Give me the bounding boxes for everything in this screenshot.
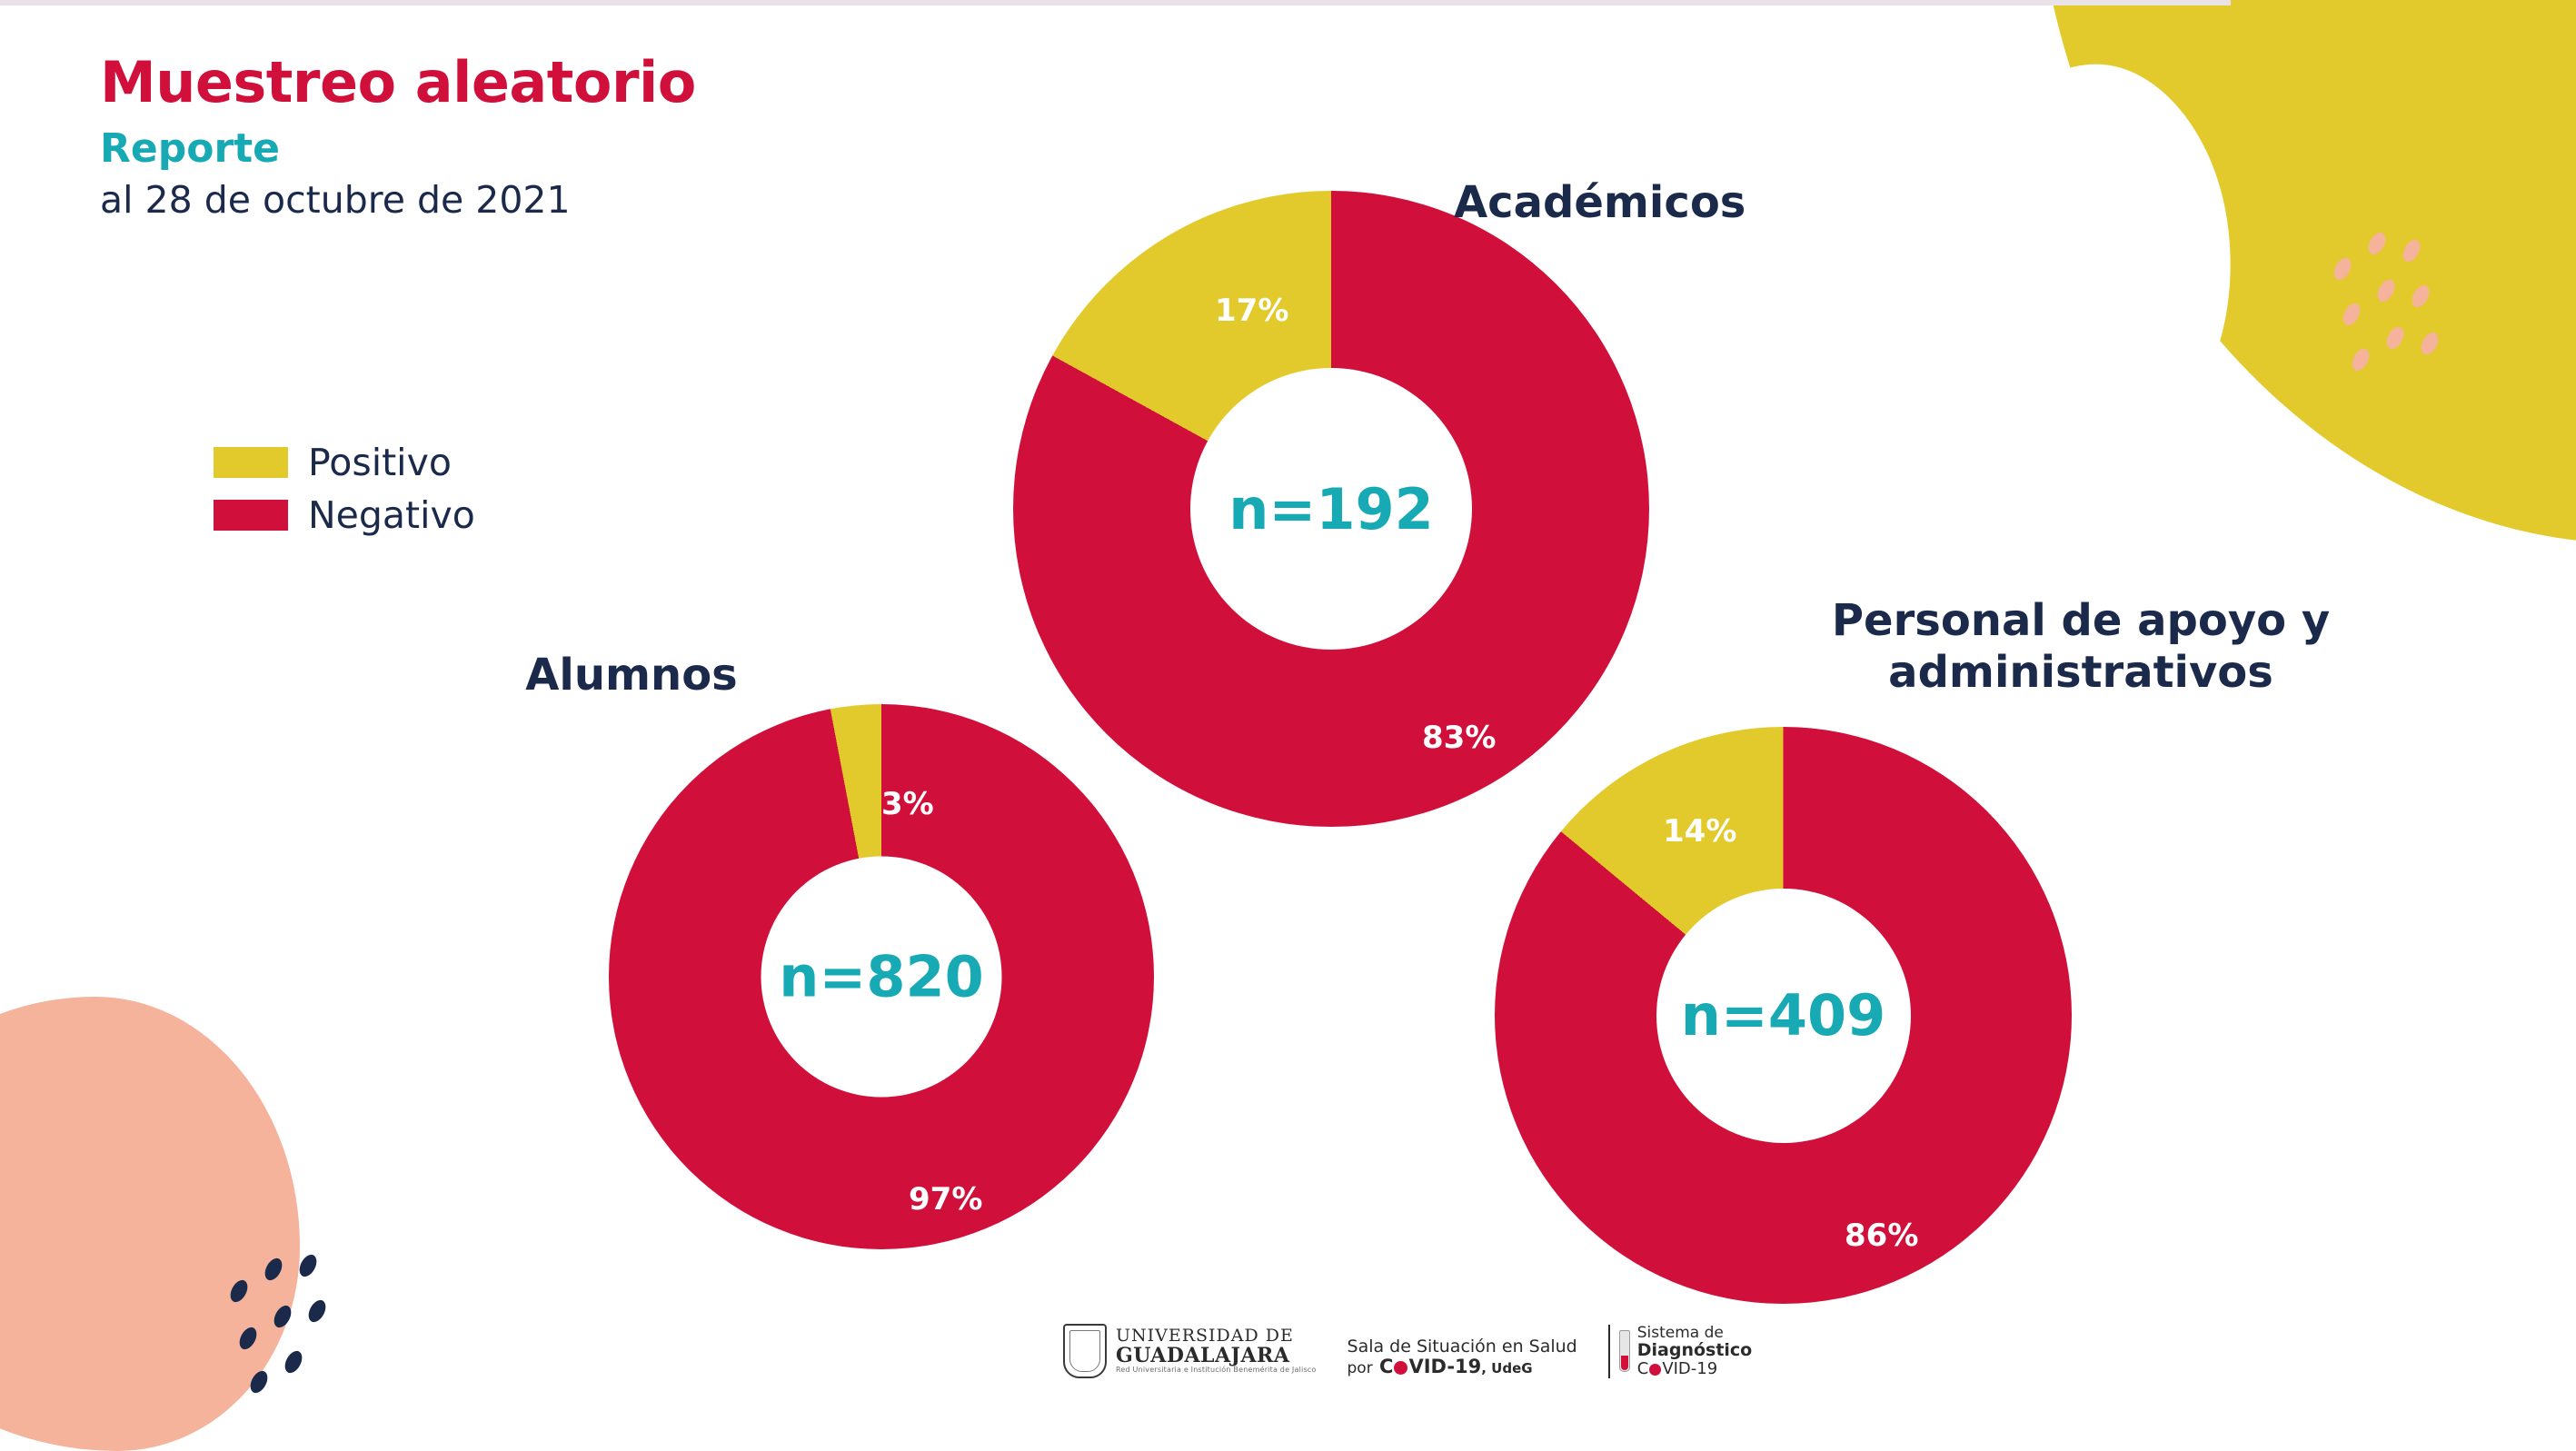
udg-line1: UNIVERSIDAD DE [1116,1326,1294,1347]
report-date: al 28 de octubre de 2021 [100,178,571,223]
legend [214,436,475,542]
slice-label-academicos-negativo: 83% [1422,720,1497,756]
diag-line1: Sistema de [1636,1323,1724,1342]
slice-label-academicos-positivo: 17% [1215,293,1289,329]
diag-line3-a: C [1636,1359,1649,1379]
chart-title-personal [1726,595,2435,698]
slice-label-alumnos-negativo: 97% [909,1181,983,1217]
donut-chart-personal [1495,727,2072,1304]
chart-title-personal-line1: Personal de apoyo y [1831,595,2331,646]
header [100,49,696,223]
chart-title-personal-line2: administrativos [1888,646,2273,698]
virus-dot-icon-2 [1649,1364,1661,1376]
udg-shield-icon [1063,1324,1107,1378]
donut-hole-academicos [1190,368,1472,650]
udg-line3: Red Universitaria e Institución Benemérita de Jalisco [1116,1366,1317,1375]
udg-line2: GUADALAJARA [1116,1344,1290,1368]
donut-center-label-academicos: n=192 [1228,475,1434,542]
slice-label-personal-negativo: 86% [1845,1217,1919,1254]
donut-center-label-personal: n=409 [1680,982,1886,1048]
donut-hole-alumnos [761,857,1002,1098]
top-divider [0,0,2231,5]
sala-line1: Sala de Situación en Salud [1347,1337,1577,1357]
sala-udeg: , UdeG [1481,1360,1533,1377]
donut-ring-alumnos [609,704,1154,1249]
diag-line3-b: VID-19 [1662,1359,1718,1379]
decorative-peach-dots [2335,232,2490,386]
decorative-yellow-shape [2040,0,2576,617]
legend-label-positivo: Positivo [308,441,452,484]
sala-covid-b: VID-19 [1408,1356,1482,1378]
logo-sala-situacion-salud [1348,1337,1577,1378]
slice-label-alumnos-positivo: 3% [881,786,934,822]
virus-dot-icon [1394,1361,1407,1375]
donut-center-label-alumnos: n=820 [779,943,984,1010]
legend-swatch-positivo [214,447,288,478]
page-title: Muestreo aleatorio [100,49,696,115]
chart-title-alumnos: Alumnos [525,650,738,701]
logo-sistema-diagnostico [1608,1325,1753,1378]
legend-item-positivo [214,436,475,489]
sala-por: por [1347,1359,1373,1378]
decorative-navy-dots [232,1254,386,1390]
legend-item-negativo [214,489,475,542]
sala-covid-a: C [1379,1356,1394,1378]
donut-chart-alumnos [609,704,1154,1249]
footer-logos [1063,1324,1752,1378]
test-tube-icon [1619,1330,1630,1372]
slice-label-personal-positivo: 14% [1663,813,1737,850]
donut-hole-personal [1656,889,1911,1143]
logo-universidad-de-guadalajara [1063,1324,1317,1378]
legend-swatch-negativo [214,500,288,531]
diag-line2: Diagnóstico [1636,1340,1753,1361]
donut-ring-personal [1495,727,2072,1304]
legend-label-negativo: Negativo [308,493,475,537]
page-subtitle: Reporte [100,125,281,173]
chart-title-academicos: Académicos [1454,177,1746,228]
